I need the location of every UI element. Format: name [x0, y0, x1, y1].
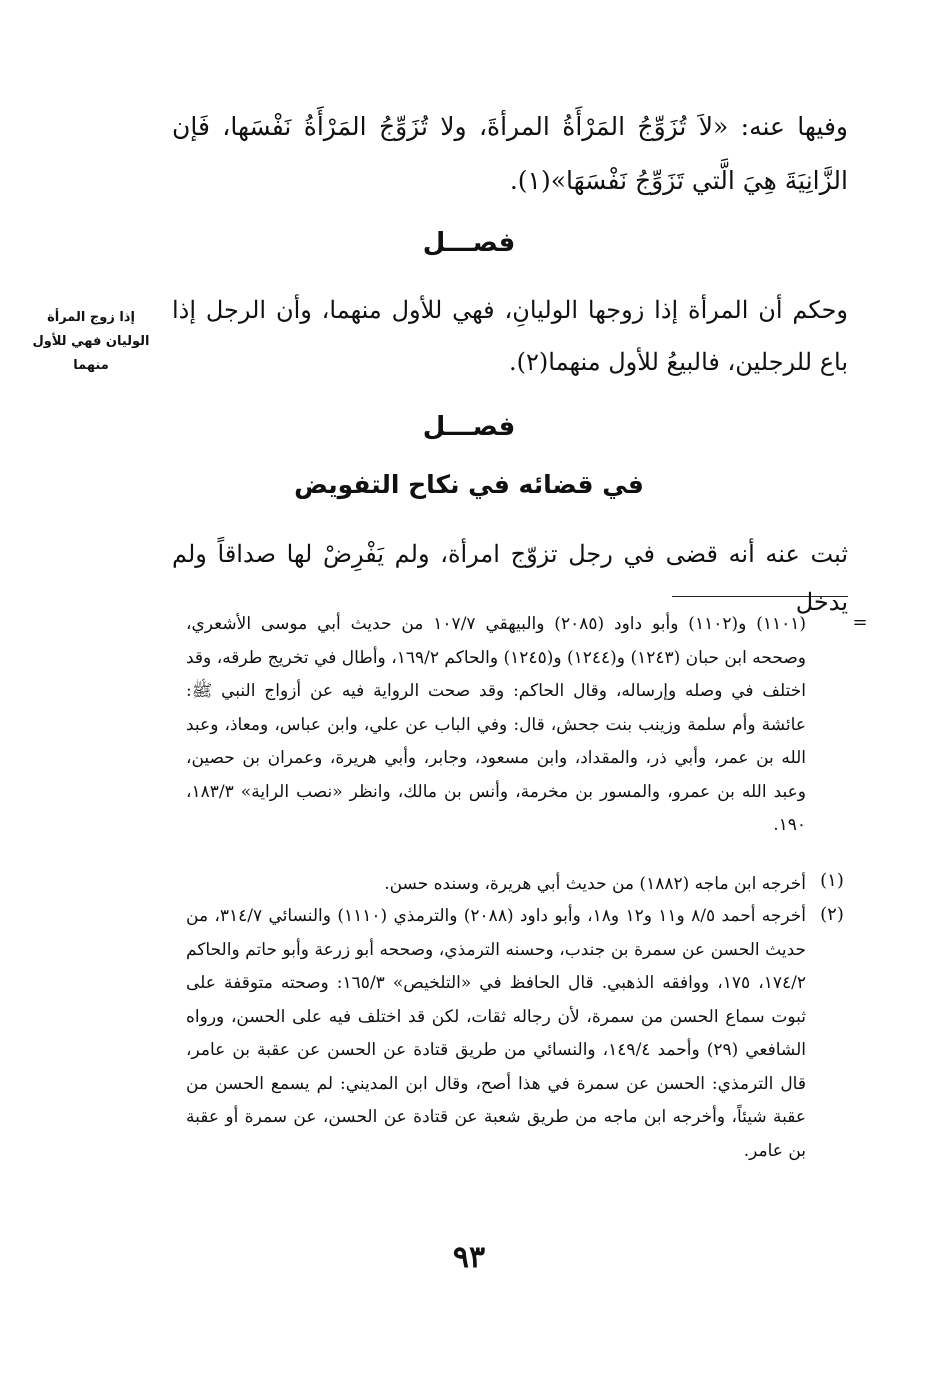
- body-paragraph: وحكم أن المرأة إذا زوجها الوليانِ، فهي للأول منهما، وأن الرجل إذا باع للرجلين، فالبيعُ للأول منهما(٢).: [172, 296, 848, 376]
- footnote: أخرجه أحمد ٨/٥ و١١ و١٢ و١٨، وأبو داود (٢٠٨٨) والترمذي (١١١٠) والنسائي ٣١٤/٧، من حديث الحسن عن سمرة بن جندب، وحسنه الترمذي، وصححه أبو زرعة وأبو حاتم والحاكم ١٧٤/٢، ١٧٥، ووافقه الذهبي. قال الحافظ في «التلخيص» ١٦٥/٣: وصحته متوقفة على ثبوت سماع الحسن من سمرة، لأن رجاله ثقات، لكن قد اختلف فيه على الحسن، ورواه الشافعي (٢٩) وأحمد ١٤٩/٤، والنسائي من طريق قتادة عن الحسن عن عقبة بن عامر، قال الترمذي: الحسن عن سمرة في هذا أصح، وقال ابن المديني: لم يسمع الحسن من عقبة شيئاً، وأخرجه ابن ماجه من طريق شعبة عن قتادة عن الحسن، عن سمرة أو عقبة بن عامر.: [186, 906, 807, 1161]
- intro-paragraph: وفيها عنه: «لاَ تُزَوِّجُ المَرْأَةُ المرأةَ، ولا تُزَوِّجُ المَرْأَةُ نَفْسَها، فَإن الزَّانِيَةَ هِيَ الَّتي تَزَوِّجُ نَفْسَهَا»(١).: [172, 112, 848, 195]
- footnote-separator: [672, 596, 848, 597]
- footnote-continuation: (١١٠١) و(١١٠٢) وأبو داود (٢٠٨٥) والبيهقي ١٠٧/٧ من حديث أبي موسى الأشعري، وصححه ابن حبان (١٢٤٣) و(١٢٤٤) و(١٢٤٥) والحاكم ١٦٩/٢، وأطال في تخريج طرقه، وقد اختلف في وصله وإرساله، وقال الحاكم: وقد صحت الرواية فيه عن أزواج النبي ﷺ: عائشة وأم سلمة وزينب بنت جحش، قال: وفي الباب عن علي، وابن عباس، ومعاذ، وعبد الله بن عمر، وأبي ذر، والمقداد، وابن مسعود، وجابر، وأبي هريرة، وعمران بن حصين، وعبد الله بن عمرو، والمسور بن مخرمة، وأنس بن مالك، وانظر «نصب الراية» ١٨٣/٣، ١٩٠.: [186, 614, 807, 835]
- margin-note: إذا زوج المرأة الوليان فهي للأول منهما: [32, 310, 150, 373]
- footnote-marker: (١): [820, 870, 844, 891]
- page-number: ٩٣: [452, 1240, 486, 1275]
- section-heading: فصـــل: [422, 412, 516, 442]
- footnote-continuation-marker: =: [852, 612, 868, 633]
- body-paragraph: ثبت عنه أنه قضى في رجل تزوّج امرأة، ولم يَفْرِضْ لها صداقاً ولم يدخل: [172, 540, 848, 616]
- footnote: أخرجه ابن ماجه (١٨٨٢) من حديث أبي هريرة، وسنده حسن.: [384, 874, 806, 894]
- section-heading: فصـــل: [422, 228, 516, 258]
- section-subtitle: في قضائه في نكاح التفويض: [294, 470, 644, 499]
- footnote-marker: (٢): [820, 904, 844, 925]
